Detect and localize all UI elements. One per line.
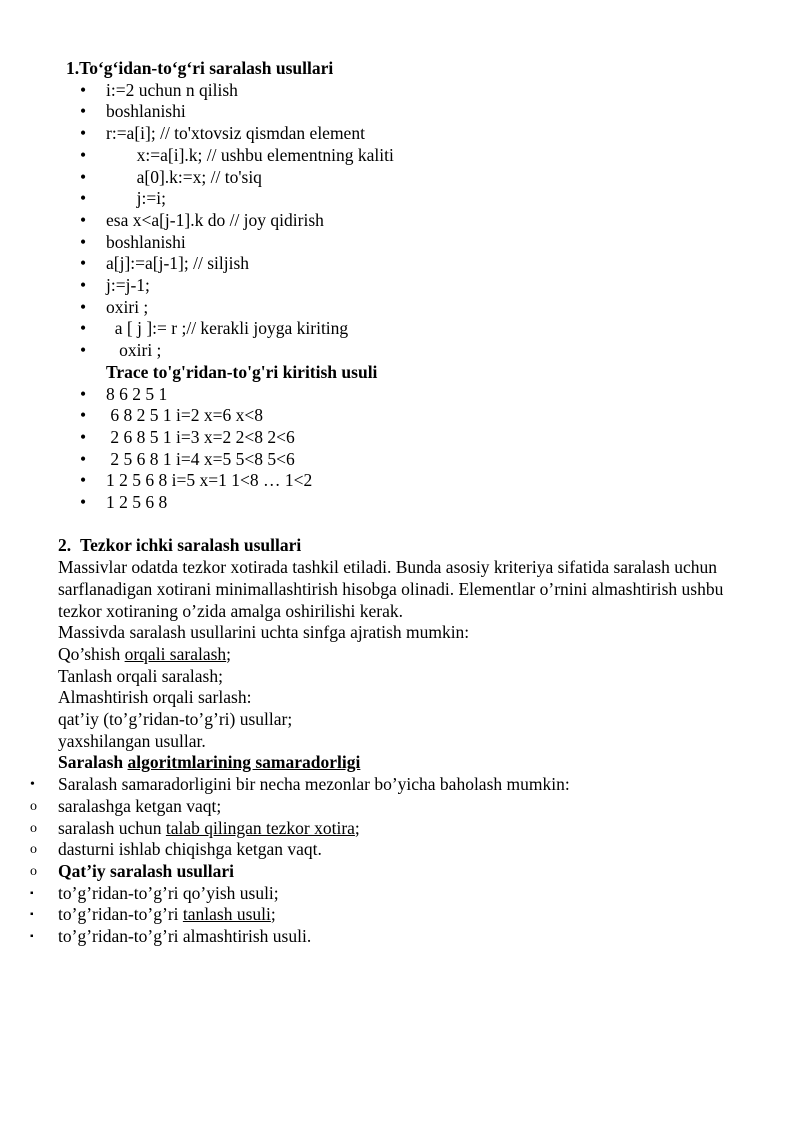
disc-bullet: •	[30, 777, 35, 793]
trace-line-text: 6 8 2 5 1 i=2 x=6 x<8	[106, 405, 263, 426]
code-line-text: j:=i;	[106, 188, 166, 209]
document-page	[0, 58, 800, 948]
efficiency-intro: Saralash samaradorligini bir necha mezonlar bo’yicha baholash mumkin:	[58, 774, 570, 795]
code-line	[0, 275, 800, 297]
code-line	[0, 318, 800, 340]
code-line	[0, 101, 800, 123]
square-bullet: ▪	[30, 887, 34, 899]
bullet-dot: •	[80, 426, 87, 447]
code-line	[0, 210, 800, 232]
trace-line-text: 2 6 8 5 1 i=3 x=2 2<8 2<6	[106, 426, 295, 447]
spacer	[0, 514, 800, 536]
trace-line-text: 8 6 2 5 1	[106, 383, 168, 404]
code-line	[0, 297, 800, 319]
bullet-dot: •	[80, 470, 87, 491]
code-line	[0, 188, 800, 210]
code-line	[0, 123, 800, 145]
class-line-5: yaxshilangan usullar.	[58, 730, 206, 751]
method-text-2c: ;	[270, 904, 276, 925]
code-line	[0, 253, 800, 275]
method-item-1	[0, 883, 800, 905]
efficiency-title-link[interactable]: algoritmlarining samaradorligi	[127, 752, 361, 773]
class-line-1	[0, 644, 800, 666]
method-text-1: to’g’ridan-to’g’ri qo’yish usuli;	[58, 882, 279, 903]
bullet-dot: •	[80, 123, 87, 144]
efficiency-intro-item	[0, 774, 800, 796]
code-line	[0, 340, 800, 362]
bullet-dot: •	[80, 383, 87, 404]
trace-line	[0, 470, 800, 492]
method-item-3	[0, 926, 800, 948]
code-line-text: boshlanishi	[106, 231, 186, 252]
class-line-1-link[interactable]: orqali saralash	[124, 643, 227, 664]
section2-title	[0, 535, 800, 557]
trace-line-text: 2 5 6 8 1 i=4 x=5 5<8 5<6	[106, 448, 295, 469]
class-line-1-c: ;	[226, 643, 232, 664]
bullet-dot: •	[80, 405, 87, 426]
code-line-text: boshlanishi	[106, 101, 186, 122]
bullet-dot: •	[80, 318, 87, 339]
criteria-text-4: Qat’iy saralash usullari	[58, 861, 234, 881]
bullet-dot: •	[80, 296, 87, 317]
criteria-item-3	[0, 839, 800, 861]
method-item-2	[0, 904, 800, 926]
bullet-dot: •	[80, 188, 87, 209]
class-line-4: qat’iy (to’g’ridan-to’g’ri) usullar;	[58, 709, 293, 730]
code-line-text: esa x<a[j-1].k do // joy qidirish	[106, 209, 324, 230]
class-line-3: Almashtirish orqali sarlash:	[58, 687, 252, 708]
bullet-dot: •	[80, 166, 87, 187]
trace-title: Trace to'g'ridan-to'g'ri kiritish usuli	[106, 361, 378, 382]
trace-list	[0, 384, 800, 514]
class-line-2: Tanlash orqali saralash;	[58, 665, 223, 686]
criteria-text-3: dasturni ishlab chiqishga ketgan vaqt.	[58, 839, 322, 860]
bullet-dot: •	[80, 101, 87, 122]
trace-line-text: 1 2 5 6 8	[106, 492, 168, 513]
code-line	[0, 167, 800, 189]
code-line-text: oxiri ;	[106, 296, 149, 317]
section2-title-text: Tezkor ichki saralash usullari	[80, 535, 302, 556]
criteria-text-2a: saralash uchun	[58, 817, 166, 838]
circle-bullet: o	[30, 864, 37, 879]
code-line	[0, 145, 800, 167]
efficiency-title	[0, 752, 800, 774]
criteria-text-1: saralashga ketgan vaqt;	[58, 795, 222, 816]
code-line-text: a[0].k:=x; // to'siq	[106, 166, 262, 187]
bullet-dot: •	[80, 275, 87, 296]
criteria-item-1	[0, 796, 800, 818]
square-bullet: ▪	[30, 931, 34, 943]
method-text-3: to’g’ridan-to’g’ri almashtirish usuli.	[58, 926, 312, 947]
trace-line-text: 1 2 5 6 8 i=5 x=1 1<8 … 1<2	[106, 470, 313, 491]
code-line-text: r:=a[i]; // to'xtovsiz qismdan element	[106, 123, 365, 144]
trace-line	[0, 427, 800, 449]
criteria-item-2	[0, 818, 800, 840]
class-line-1-a: Qo’shish	[58, 643, 125, 664]
method-text-2a: to’g’ridan-to’g’ri	[58, 904, 183, 925]
bullet-dot: •	[80, 231, 87, 252]
bullet-dot: •	[80, 340, 87, 361]
trace-line	[0, 492, 800, 514]
criteria-item-4	[0, 861, 800, 883]
section1-title: 1.To‘g‘idan-to‘g‘ri saralash usullari	[66, 58, 334, 78]
criteria-link-2[interactable]: talab qilingan tezkor xotira	[165, 817, 355, 838]
efficiency-title-a: Saralash	[58, 752, 128, 773]
code-line	[0, 80, 800, 102]
classes-intro: Massivda saralash usullarini uchta sinfga ajratish mumkin:	[58, 622, 470, 643]
bullet-dot: •	[80, 448, 87, 469]
code-line-text: a[j]:=a[j-1]; // siljish	[106, 253, 250, 274]
circle-bullet: o	[30, 842, 37, 858]
code-line-text: j:=j-1;	[106, 275, 150, 296]
trace-line	[0, 384, 800, 406]
code-line-text: oxiri ;	[106, 340, 162, 361]
bullet-dot: •	[80, 79, 87, 100]
code-line	[0, 232, 800, 254]
bullet-dot: •	[80, 492, 87, 513]
code-line-text: x:=a[i].k; // ushbu elementning kaliti	[106, 144, 394, 165]
code-line-text: a [ j ]:= r ;// kerakli joyga kiriting	[106, 318, 349, 339]
criteria-text-2c: ;	[354, 817, 360, 838]
section2-number: 2.	[58, 535, 72, 556]
square-bullet: ▪	[30, 909, 34, 921]
circle-bullet: o	[30, 820, 37, 836]
code-list	[0, 80, 800, 362]
bullet-dot: •	[80, 144, 87, 165]
trace-line	[0, 449, 800, 471]
section2-paragraph: Massivlar odatda tezkor xotirada tashkil etiladi. Bunda asosiy kriteriya sifatida saralash uchun sarflanadigan xotirani minimallashtirish hisobga olinadi. Elementlar o’rnini almashtirish ushbu tezkor xotiraning o’zida amalga oshirilishi kerak.	[58, 557, 724, 621]
method-link-2[interactable]: tanlash usuli	[182, 904, 271, 925]
trace-line	[0, 405, 800, 427]
bullet-dot: •	[80, 253, 87, 274]
circle-bullet: o	[30, 798, 37, 814]
code-line-text: i:=2 uchun n qilish	[106, 79, 238, 100]
bullet-dot: •	[80, 209, 87, 230]
